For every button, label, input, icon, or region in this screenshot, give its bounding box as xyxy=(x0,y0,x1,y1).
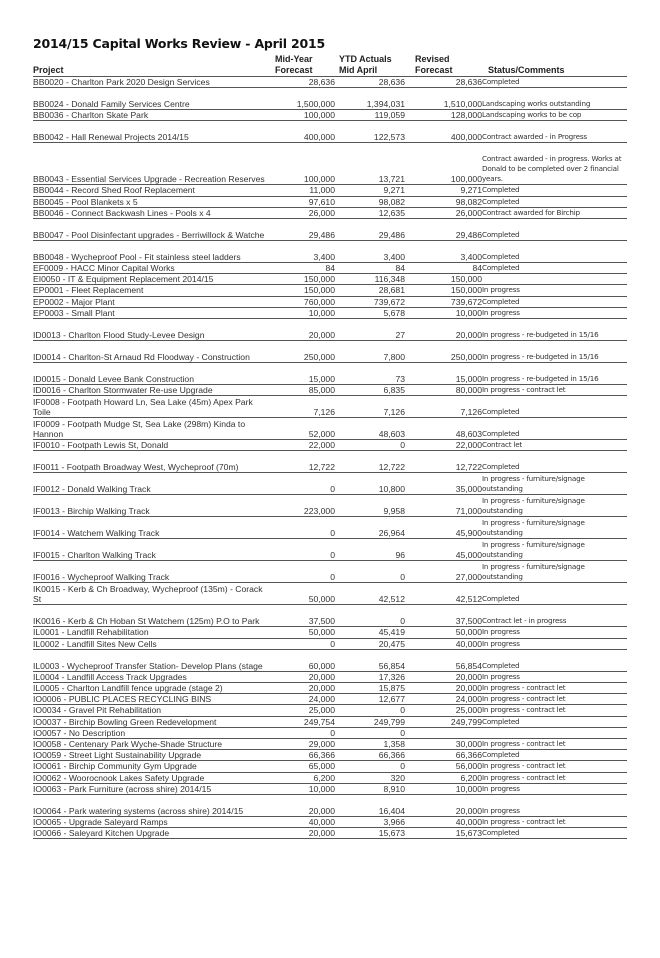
ytd-actuals-cell: 84 xyxy=(335,263,405,274)
table-row xyxy=(33,307,627,318)
project-cell: BB0047 - Pool Disinfectant upgrades - Berriwillock & Watche xyxy=(33,219,270,241)
mid-year-forecast-cell: 760,000 xyxy=(270,296,335,307)
project-cell: ID0016 - Charlton Stormwater Re-use Upgrade xyxy=(33,385,270,396)
table-body xyxy=(33,77,627,839)
mid-year-forecast-cell: 29,486 xyxy=(270,219,335,241)
revised-forecast-cell: 40,000 xyxy=(405,817,482,828)
ytd-actuals-cell: 98,082 xyxy=(335,196,405,207)
ytd-actuals-cell: 42,512 xyxy=(335,583,405,605)
status-cell: Completed xyxy=(482,263,627,274)
table-row xyxy=(33,385,627,396)
table-row xyxy=(33,817,627,828)
table-row xyxy=(33,761,627,772)
revised-forecast-cell: 56,854 xyxy=(405,649,482,671)
table-row xyxy=(33,473,627,495)
revised-forecast-cell: 66,366 xyxy=(405,750,482,761)
status-cell: In progress - contract let xyxy=(482,817,627,828)
table-row xyxy=(33,418,627,440)
revised-forecast-cell: 3,400 xyxy=(405,241,482,263)
status-cell: Completed xyxy=(482,649,627,671)
project-cell: IF0014 - Watchem Walking Track xyxy=(33,517,270,539)
revised-forecast-cell: 250,000 xyxy=(405,341,482,363)
project-cell: BB0045 - Pool Blankets x 5 xyxy=(33,196,270,207)
mid-year-forecast-cell: 1,500,000 xyxy=(270,88,335,110)
status-cell: In progress - re-budgeted in 15/16 xyxy=(482,363,627,385)
project-cell: BB0036 - Charlton Skate Park xyxy=(33,110,270,121)
revised-forecast-cell: 9,271 xyxy=(405,185,482,196)
status-cell: Completed xyxy=(482,196,627,207)
mid-year-forecast-cell: 0 xyxy=(270,561,335,583)
ytd-actuals-cell: 26,964 xyxy=(335,517,405,539)
mid-year-forecast-cell: 50,000 xyxy=(270,583,335,605)
ytd-actuals-cell: 16,404 xyxy=(335,795,405,817)
table-row xyxy=(33,196,627,207)
header-mid-year-line2: Forecast xyxy=(275,64,313,75)
ytd-actuals-cell: 1,358 xyxy=(335,739,405,750)
status-cell: In progress - re-budgeted in 15/16 xyxy=(482,341,627,363)
mid-year-forecast-cell: 223,000 xyxy=(270,495,335,517)
table-row xyxy=(33,739,627,750)
revised-forecast-cell: 84 xyxy=(405,263,482,274)
project-cell: EP0003 - Small Plant xyxy=(33,307,270,318)
ytd-actuals-cell: 17,326 xyxy=(335,671,405,682)
table-row xyxy=(33,716,627,727)
ytd-actuals-cell: 3,400 xyxy=(335,241,405,263)
ytd-actuals-cell: 10,800 xyxy=(335,473,405,495)
table-row xyxy=(33,539,627,561)
mid-year-forecast-cell: 10,000 xyxy=(270,783,335,794)
status-cell: In progress - contract let xyxy=(482,705,627,716)
revised-forecast-cell: 40,000 xyxy=(405,638,482,649)
project-cell: IL0003 - Wycheproof Transfer Station- Develop Plans (stage xyxy=(33,649,270,671)
project-cell: IL0001 - Landfill Rehabilitation xyxy=(33,627,270,638)
project-cell: IF0008 - Footpath Howard Ln, Sea Lake (45m) Apex Park Toile xyxy=(33,396,270,418)
mid-year-forecast-cell: 6,200 xyxy=(270,772,335,783)
ytd-actuals-cell: 320 xyxy=(335,772,405,783)
project-cell: IO0057 - No Description xyxy=(33,727,270,738)
status-cell: Contract awarded for Birchip xyxy=(482,207,627,218)
mid-year-forecast-cell: 20,000 xyxy=(270,319,335,341)
table-row xyxy=(33,143,627,185)
revised-forecast-cell xyxy=(405,727,482,738)
status-cell: In progress xyxy=(482,795,627,817)
ytd-actuals-cell: 0 xyxy=(335,561,405,583)
project-cell: ID0014 - Charlton-St Arnaud Rd Floodway - Construction xyxy=(33,341,270,363)
status-cell: In progress - furniture/signage outstanding xyxy=(482,473,627,495)
mid-year-forecast-cell: 0 xyxy=(270,517,335,539)
ytd-actuals-cell: 6,835 xyxy=(335,385,405,396)
project-cell: ID0013 - Charlton Flood Study-Levee Design xyxy=(33,319,270,341)
status-cell: In progress xyxy=(482,627,627,638)
table-row xyxy=(33,274,627,285)
mid-year-forecast-cell: 20,000 xyxy=(270,671,335,682)
table-row xyxy=(33,341,627,363)
revised-forecast-cell: 45,900 xyxy=(405,517,482,539)
revised-forecast-cell: 30,000 xyxy=(405,739,482,750)
status-cell: In progress - furniture/signage outstanding xyxy=(482,561,627,583)
revised-forecast-cell: 37,500 xyxy=(405,605,482,627)
status-cell: In progress - contract let xyxy=(482,772,627,783)
ytd-actuals-cell: 0 xyxy=(335,727,405,738)
status-cell: In progress - furniture/signage outstanding xyxy=(482,539,627,561)
revised-forecast-cell: 28,636 xyxy=(405,77,482,88)
mid-year-forecast-cell: 40,000 xyxy=(270,817,335,828)
status-cell xyxy=(482,274,627,285)
project-cell: IK0016 - Kerb & Ch Hoban St Watchem (125m) P.O to Park xyxy=(33,605,270,627)
revised-forecast-cell: 98,082 xyxy=(405,196,482,207)
status-cell: In progress - furniture/signage outstanding xyxy=(482,495,627,517)
ytd-actuals-cell: 3,966 xyxy=(335,817,405,828)
table-row xyxy=(33,671,627,682)
header-mid-year-line1: Mid-Year xyxy=(275,54,313,64)
ytd-actuals-cell: 0 xyxy=(335,440,405,451)
status-cell: Contract let - in progress xyxy=(482,605,627,627)
mid-year-forecast-cell: 15,000 xyxy=(270,363,335,385)
status-cell xyxy=(482,727,627,738)
table-row xyxy=(33,396,627,418)
revised-forecast-cell: 128,000 xyxy=(405,110,482,121)
project-cell: IO0061 - Birchip Community Gym Upgrade xyxy=(33,761,270,772)
ytd-actuals-cell: 116,348 xyxy=(335,274,405,285)
ytd-actuals-cell: 66,366 xyxy=(335,750,405,761)
status-cell: Completed xyxy=(482,396,627,418)
mid-year-forecast-cell: 150,000 xyxy=(270,285,335,296)
project-cell: IK0015 - Kerb & Ch Broadway, Wycheproof (135m) - Corack St xyxy=(33,583,270,605)
mid-year-forecast-cell: 50,000 xyxy=(270,627,335,638)
status-cell: In progress - contract let xyxy=(482,385,627,396)
ytd-actuals-cell: 0 xyxy=(335,761,405,772)
ytd-actuals-cell: 0 xyxy=(335,705,405,716)
project-cell: BB0042 - Hall Renewal Projects 2014/15 xyxy=(33,121,270,143)
status-cell: In progress xyxy=(482,285,627,296)
status-cell: In progress - contract let xyxy=(482,694,627,705)
status-cell: Completed xyxy=(482,750,627,761)
revised-forecast-cell: 739,672 xyxy=(405,296,482,307)
status-cell: In progress - contract let xyxy=(482,761,627,772)
mid-year-forecast-cell: 249,754 xyxy=(270,716,335,727)
ytd-actuals-cell: 1,394,031 xyxy=(335,88,405,110)
header-revised-forecast xyxy=(415,54,475,75)
project-cell: IO0006 - PUBLIC PLACES RECYCLING BINS xyxy=(33,694,270,705)
status-cell: Contract awarded - in progress. Works at Donald to be completed over 2 financial years. xyxy=(482,143,627,185)
table-row xyxy=(33,561,627,583)
header-revised-line2: Forecast xyxy=(415,64,453,75)
revised-forecast-cell: 35,000 xyxy=(405,473,482,495)
project-cell: IO0058 - Centenary Park Wyche-Shade Structure xyxy=(33,739,270,750)
project-cell: IF0009 - Footpath Mudge St, Sea Lake (298m) Kinda to Hannon xyxy=(33,418,270,440)
revised-forecast-cell: 25,000 xyxy=(405,705,482,716)
table-row xyxy=(33,627,627,638)
project-cell: EF0009 - HACC Minor Capital Works xyxy=(33,263,270,274)
project-cell: IF0011 - Footpath Broadway West, Wycheproof (70m) xyxy=(33,451,270,473)
mid-year-forecast-cell: 0 xyxy=(270,539,335,561)
revised-forecast-cell: 22,000 xyxy=(405,440,482,451)
status-cell: In progress xyxy=(482,638,627,649)
mid-year-forecast-cell: 26,000 xyxy=(270,207,335,218)
report-title: 2014/15 Capital Works Review - April 2015 xyxy=(33,36,325,51)
revised-forecast-cell: 10,000 xyxy=(405,307,482,318)
table-row xyxy=(33,219,627,241)
table-row xyxy=(33,705,627,716)
ytd-actuals-cell: 119,059 xyxy=(335,110,405,121)
status-cell: In progress xyxy=(482,783,627,794)
project-cell: IF0010 - Footpath Lewis St, Donald xyxy=(33,440,270,451)
table-row xyxy=(33,828,627,839)
status-cell: In progress xyxy=(482,307,627,318)
mid-year-forecast-cell: 0 xyxy=(270,638,335,649)
status-cell: Landscaping works to be cop xyxy=(482,110,627,121)
mid-year-forecast-cell: 28,636 xyxy=(270,77,335,88)
project-cell: IO0062 - Woorocnook Lakes Safety Upgrade xyxy=(33,772,270,783)
mid-year-forecast-cell: 37,500 xyxy=(270,605,335,627)
revised-forecast-cell: 48,603 xyxy=(405,418,482,440)
mid-year-forecast-cell: 84 xyxy=(270,263,335,274)
ytd-actuals-cell: 45,419 xyxy=(335,627,405,638)
ytd-actuals-cell: 5,678 xyxy=(335,307,405,318)
mid-year-forecast-cell: 100,000 xyxy=(270,143,335,185)
status-cell: In progress - contract let xyxy=(482,739,627,750)
project-cell: IO0064 - Park watering systems (across shire) 2014/15 xyxy=(33,795,270,817)
status-cell: Completed xyxy=(482,77,627,88)
revised-forecast-cell: 150,000 xyxy=(405,285,482,296)
ytd-actuals-cell: 8,910 xyxy=(335,783,405,794)
table-row xyxy=(33,185,627,196)
revised-forecast-cell: 50,000 xyxy=(405,627,482,638)
table-row xyxy=(33,727,627,738)
header-ytd-actuals xyxy=(339,54,409,75)
mid-year-forecast-cell: 20,000 xyxy=(270,828,335,839)
revised-forecast-cell: 1,510,000 xyxy=(405,88,482,110)
ytd-actuals-cell: 15,673 xyxy=(335,828,405,839)
status-cell: Completed xyxy=(482,451,627,473)
status-cell: Completed xyxy=(482,583,627,605)
mid-year-forecast-cell: 24,000 xyxy=(270,694,335,705)
ytd-actuals-cell: 28,681 xyxy=(335,285,405,296)
mid-year-forecast-cell: 0 xyxy=(270,727,335,738)
ytd-actuals-cell: 73 xyxy=(335,363,405,385)
project-cell: EI0050 - IT & Equipment Replacement 2014/15 xyxy=(33,274,270,285)
table-row xyxy=(33,517,627,539)
revised-forecast-cell: 20,000 xyxy=(405,319,482,341)
project-cell: IL0004 - Landfill Access Track Upgrades xyxy=(33,671,270,682)
revised-forecast-cell: 71,000 xyxy=(405,495,482,517)
project-cell: IO0034 - Gravel Pit Rehabilitation xyxy=(33,705,270,716)
ytd-actuals-cell: 20,475 xyxy=(335,638,405,649)
status-cell: Completed xyxy=(482,296,627,307)
ytd-actuals-cell: 48,603 xyxy=(335,418,405,440)
project-cell: BB0043 - Essential Services Upgrade - Recreation Reserves xyxy=(33,143,270,185)
mid-year-forecast-cell: 12,722 xyxy=(270,451,335,473)
project-cell: BB0020 - Charlton Park 2020 Design Services xyxy=(33,77,270,88)
table-row xyxy=(33,750,627,761)
table-row xyxy=(33,296,627,307)
mid-year-forecast-cell: 20,000 xyxy=(270,795,335,817)
revised-forecast-cell: 56,000 xyxy=(405,761,482,772)
revised-forecast-cell: 100,000 xyxy=(405,143,482,185)
table-row xyxy=(33,795,627,817)
ytd-actuals-cell: 739,672 xyxy=(335,296,405,307)
project-cell: IO0063 - Park Furniture (across shire) 2014/15 xyxy=(33,783,270,794)
table-row xyxy=(33,110,627,121)
project-cell: IF0013 - Birchip Walking Track xyxy=(33,495,270,517)
ytd-actuals-cell: 29,486 xyxy=(335,219,405,241)
ytd-actuals-cell: 28,636 xyxy=(335,77,405,88)
revised-forecast-cell: 27,000 xyxy=(405,561,482,583)
status-cell: Contract awarded - in Progress xyxy=(482,121,627,143)
ytd-actuals-cell: 13,721 xyxy=(335,143,405,185)
table-header xyxy=(33,52,627,76)
table-row xyxy=(33,77,627,88)
table-row xyxy=(33,451,627,473)
table-row xyxy=(33,783,627,794)
ytd-actuals-cell: 96 xyxy=(335,539,405,561)
revised-forecast-cell: 12,722 xyxy=(405,451,482,473)
table-row xyxy=(33,694,627,705)
project-cell: EP0001 - Fleet Replacement xyxy=(33,285,270,296)
header-mid-year-forecast xyxy=(275,54,335,75)
mid-year-forecast-cell: 150,000 xyxy=(270,274,335,285)
ytd-actuals-cell: 15,875 xyxy=(335,683,405,694)
mid-year-forecast-cell: 60,000 xyxy=(270,649,335,671)
ytd-actuals-cell: 7,800 xyxy=(335,341,405,363)
project-cell: IF0016 - Wycheproof Walking Track xyxy=(33,561,270,583)
table-row xyxy=(33,207,627,218)
mid-year-forecast-cell: 400,000 xyxy=(270,121,335,143)
ytd-actuals-cell: 12,722 xyxy=(335,451,405,473)
mid-year-forecast-cell: 250,000 xyxy=(270,341,335,363)
table-row xyxy=(33,583,627,605)
project-cell: IO0065 - Upgrade Saleyard Ramps xyxy=(33,817,270,828)
revised-forecast-cell: 24,000 xyxy=(405,694,482,705)
ytd-actuals-cell: 12,677 xyxy=(335,694,405,705)
ytd-actuals-cell: 56,854 xyxy=(335,649,405,671)
header-status-comments: Status/Comments xyxy=(488,65,565,75)
table-row xyxy=(33,363,627,385)
project-cell: IO0059 - Street Light Sustainability Upgrade xyxy=(33,750,270,761)
ytd-actuals-cell: 27 xyxy=(335,319,405,341)
revised-forecast-cell: 7,126 xyxy=(405,396,482,418)
table-row xyxy=(33,638,627,649)
table-row xyxy=(33,121,627,143)
revised-forecast-cell: 45,000 xyxy=(405,539,482,561)
capital-works-table xyxy=(33,76,627,839)
status-cell: Completed xyxy=(482,241,627,263)
mid-year-forecast-cell: 0 xyxy=(270,473,335,495)
status-cell: In progress - contract let xyxy=(482,683,627,694)
mid-year-forecast-cell: 25,000 xyxy=(270,705,335,716)
status-cell: In progress - re-budgeted in 15/16 xyxy=(482,319,627,341)
project-cell: EP0002 - Major Plant xyxy=(33,296,270,307)
revised-forecast-cell: 20,000 xyxy=(405,683,482,694)
table-row xyxy=(33,495,627,517)
table-row xyxy=(33,605,627,627)
mid-year-forecast-cell: 52,000 xyxy=(270,418,335,440)
revised-forecast-cell: 20,000 xyxy=(405,671,482,682)
mid-year-forecast-cell: 10,000 xyxy=(270,307,335,318)
project-cell: BB0024 - Donald Family Services Centre xyxy=(33,88,270,110)
project-cell: IF0015 - Charlton Walking Track xyxy=(33,539,270,561)
document-page xyxy=(33,36,627,839)
mid-year-forecast-cell: 11,000 xyxy=(270,185,335,196)
mid-year-forecast-cell: 29,000 xyxy=(270,739,335,750)
table-row xyxy=(33,263,627,274)
revised-forecast-cell: 15,000 xyxy=(405,363,482,385)
revised-forecast-cell: 6,200 xyxy=(405,772,482,783)
table-row xyxy=(33,683,627,694)
ytd-actuals-cell: 9,271 xyxy=(335,185,405,196)
mid-year-forecast-cell: 20,000 xyxy=(270,683,335,694)
mid-year-forecast-cell: 22,000 xyxy=(270,440,335,451)
mid-year-forecast-cell: 97,610 xyxy=(270,196,335,207)
status-cell: Completed xyxy=(482,219,627,241)
header-project: Project xyxy=(33,65,64,75)
project-cell: BB0046 - Connect Backwash Lines - Pools x 4 xyxy=(33,207,270,218)
table-row xyxy=(33,88,627,110)
table-row xyxy=(33,440,627,451)
project-cell: IF0012 - Donald Walking Track xyxy=(33,473,270,495)
header-revised-line1: Revised xyxy=(415,54,450,64)
mid-year-forecast-cell: 100,000 xyxy=(270,110,335,121)
table-row xyxy=(33,649,627,671)
table-row xyxy=(33,772,627,783)
mid-year-forecast-cell: 66,366 xyxy=(270,750,335,761)
project-cell: IO0037 - Birchip Bowling Green Redevelopment xyxy=(33,716,270,727)
revised-forecast-cell: 20,000 xyxy=(405,795,482,817)
ytd-actuals-cell: 12,635 xyxy=(335,207,405,218)
ytd-actuals-cell: 0 xyxy=(335,605,405,627)
revised-forecast-cell: 10,000 xyxy=(405,783,482,794)
ytd-actuals-cell: 7,126 xyxy=(335,396,405,418)
revised-forecast-cell: 150,000 xyxy=(405,274,482,285)
project-cell: IO0066 - Saleyard Kitchen Upgrade xyxy=(33,828,270,839)
revised-forecast-cell: 29,486 xyxy=(405,219,482,241)
table-row xyxy=(33,241,627,263)
mid-year-forecast-cell: 3,400 xyxy=(270,241,335,263)
mid-year-forecast-cell: 85,000 xyxy=(270,385,335,396)
revised-forecast-cell: 42,512 xyxy=(405,583,482,605)
table-row xyxy=(33,319,627,341)
status-cell: Completed xyxy=(482,716,627,727)
revised-forecast-cell: 249,799 xyxy=(405,716,482,727)
project-cell: BB0048 - Wycheproof Pool - Fit stainless steel ladders xyxy=(33,241,270,263)
status-cell: In progress xyxy=(482,671,627,682)
status-cell: Landscaping works outstanding xyxy=(482,88,627,110)
revised-forecast-cell: 15,673 xyxy=(405,828,482,839)
mid-year-forecast-cell: 7,126 xyxy=(270,396,335,418)
project-cell: BB0044 - Record Shed Roof Replacement xyxy=(33,185,270,196)
status-cell: Contract let xyxy=(482,440,627,451)
mid-year-forecast-cell: 65,000 xyxy=(270,761,335,772)
header-ytd-line2: Mid April xyxy=(339,64,378,75)
status-cell: Completed xyxy=(482,418,627,440)
ytd-actuals-cell: 249,799 xyxy=(335,716,405,727)
revised-forecast-cell: 400,000 xyxy=(405,121,482,143)
revised-forecast-cell: 26,000 xyxy=(405,207,482,218)
status-cell: Completed xyxy=(482,828,627,839)
project-cell: IL0005 - Charlton Landfill fence upgrade (stage 2) xyxy=(33,683,270,694)
ytd-actuals-cell: 9,958 xyxy=(335,495,405,517)
header-ytd-line1: YTD Actuals xyxy=(339,54,392,64)
project-cell: ID0015 - Donald Levee Bank Construction xyxy=(33,363,270,385)
project-cell: IL0002 - Landfill Sites New Cells xyxy=(33,638,270,649)
table-row xyxy=(33,285,627,296)
ytd-actuals-cell: 122,573 xyxy=(335,121,405,143)
status-cell: Completed xyxy=(482,185,627,196)
revised-forecast-cell: 80,000 xyxy=(405,385,482,396)
status-cell: In progress - furniture/signage outstanding xyxy=(482,517,627,539)
